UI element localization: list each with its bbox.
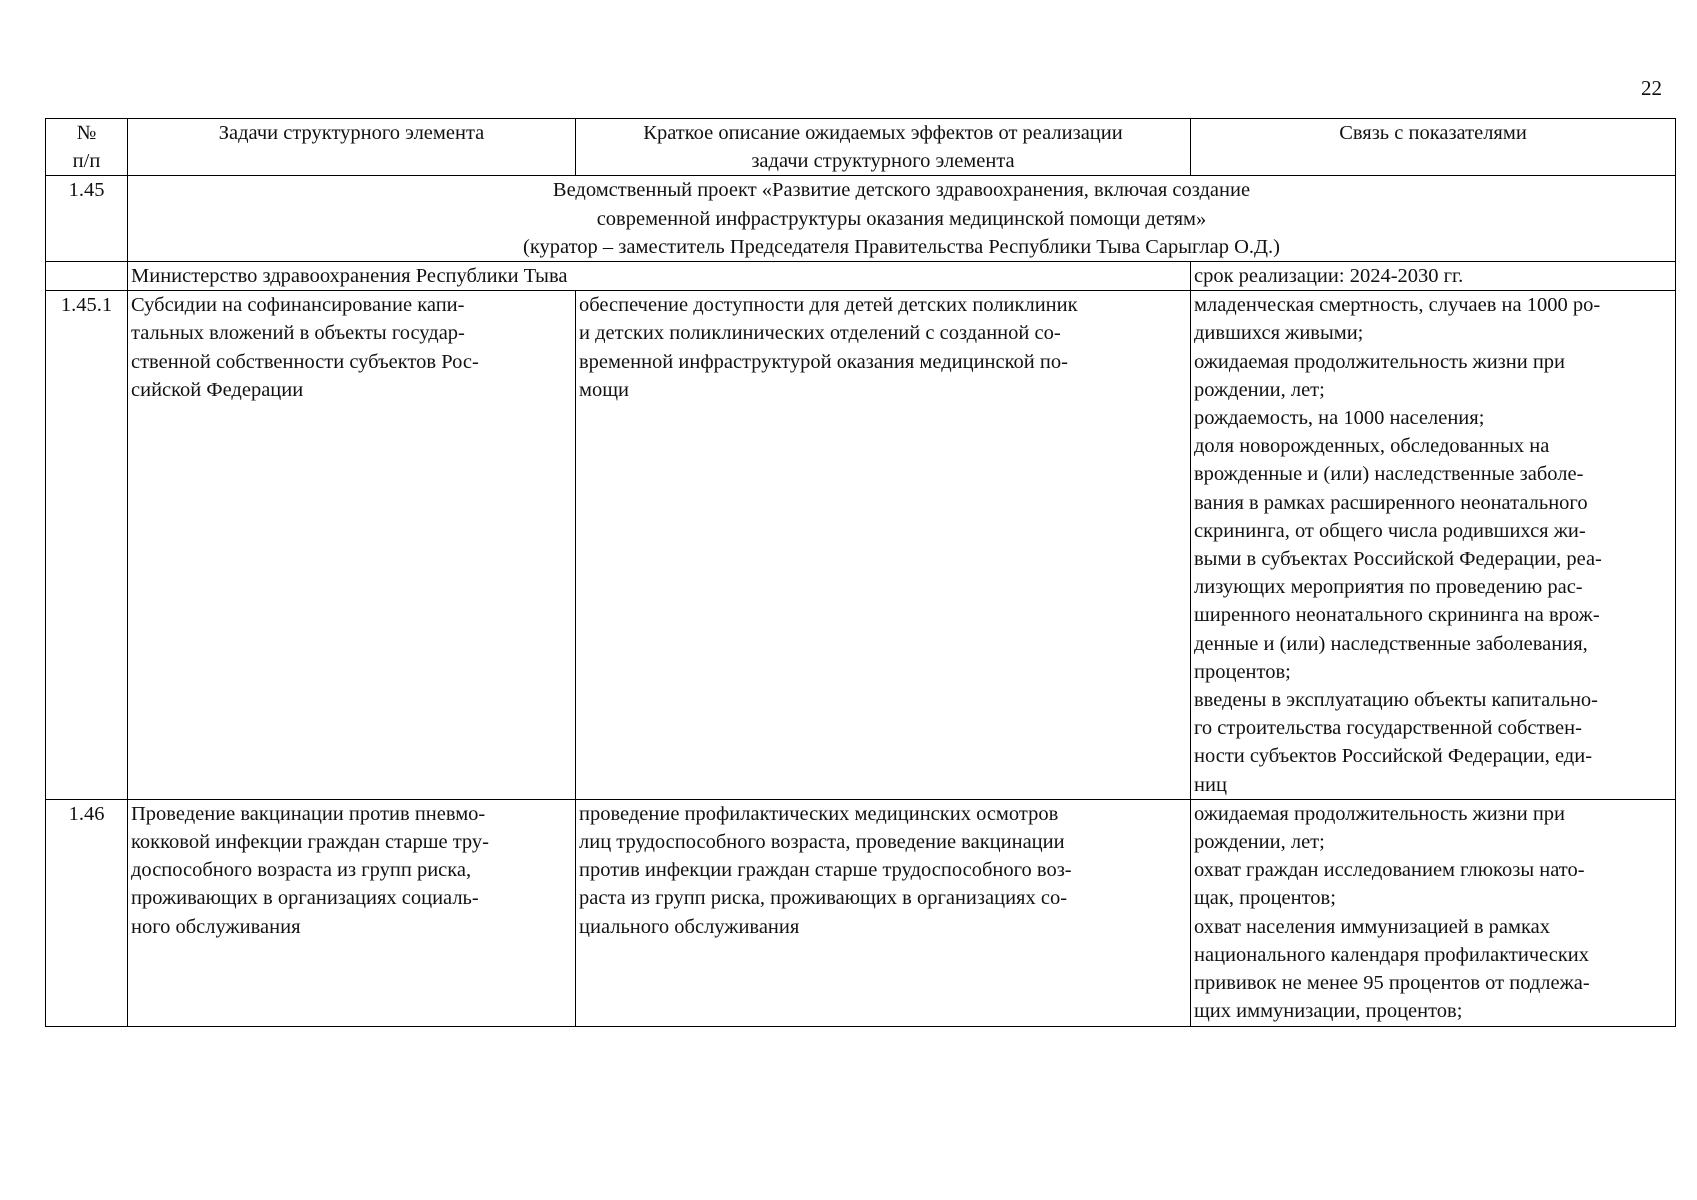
row-number: 1.46	[46, 799, 128, 1026]
table-row	[46, 291, 1676, 800]
section-number: 1.45	[46, 176, 128, 262]
section-row	[46, 176, 1676, 262]
row-effect: проведение профилактических медицинских осмотров лиц трудоспособного возраста, проведение вакцинации против инфекции граждан старше трудоспособного воз- раста из групп риска, проживающих в организациях со- циального обслуживания	[576, 799, 1191, 1026]
responsible-empty-cell	[46, 262, 128, 291]
implementation-period: срок реализации: 2024-2030 гг.	[1191, 262, 1676, 291]
table-row	[46, 799, 1676, 1026]
page-number: 22	[1641, 76, 1662, 100]
row-effect: обеспечение доступности для детей детских поликлиник и детских поликлинических отделений с созданной со- временной инфраструктурой оказания медицинской по- мощи	[576, 291, 1191, 800]
row-indicators: ожидаемая продолжительность жизни при рождении, лет; охват граждан исследованием глюкозы нато- щак, процентов; охват населения иммунизацией в рамках национального календаря профилактических прививок не менее 95 процентов от подлежа- щих иммунизации, процентов;	[1191, 799, 1676, 1026]
row-number: 1.45.1	[46, 291, 128, 800]
row-task: Проведение вакцинации против пневмо- кокковой инфекции граждан старше тру- доспособного возраста из групп риска, проживающих в организациях социаль- ного обслуживания	[128, 799, 576, 1026]
structural-element-table	[45, 118, 1676, 1027]
header-tasks: Задачи структурного элемента	[128, 119, 576, 176]
row-indicators: младенческая смертность, случаев на 1000 ро- дившихся живыми; ожидаемая продолжительность жизни при рождении, лет; рождаемость, на 1000 населения; доля новорожденных, обследованных на врожденные и (или) наследственные заболе- вания в рамках расширенного неонатального скрининга, от общего числа родившихся жи- выми в субъектах Российской Федерации, реа- лизующих мероприятия по проведению рас- ширенного неонатального скрининга на врож- денные и (или) наследственные заболевания, процентов; введены в эксплуатацию объекты капитально- го строительства государственной собствен- ности субъектов Российской Федерации, еди- ниц	[1191, 291, 1676, 800]
header-effects: Краткое описание ожидаемых эффектов от реализации задачи структурного элемента	[576, 119, 1191, 176]
row-task: Субсидии на софинансирование капи- тальных вложений в объекты государ- ственной собственности субъектов Рос- сийской Федерации	[128, 291, 576, 800]
header-number: № п/п	[46, 119, 128, 176]
header-indicators: Связь с показателями	[1191, 119, 1676, 176]
responsible-ministry: Министерство здравоохранения Республики Тыва	[128, 262, 1191, 291]
responsible-row	[46, 262, 1676, 291]
table-header-row	[46, 119, 1676, 176]
section-title: Ведомственный проект «Развитие детского здравоохранения, включая создание современной инфраструктуры оказания медицинской помощи детям» (куратор – заместитель Председателя Правительства Республики Тыва Сарыглар О.Д.)	[128, 176, 1676, 262]
